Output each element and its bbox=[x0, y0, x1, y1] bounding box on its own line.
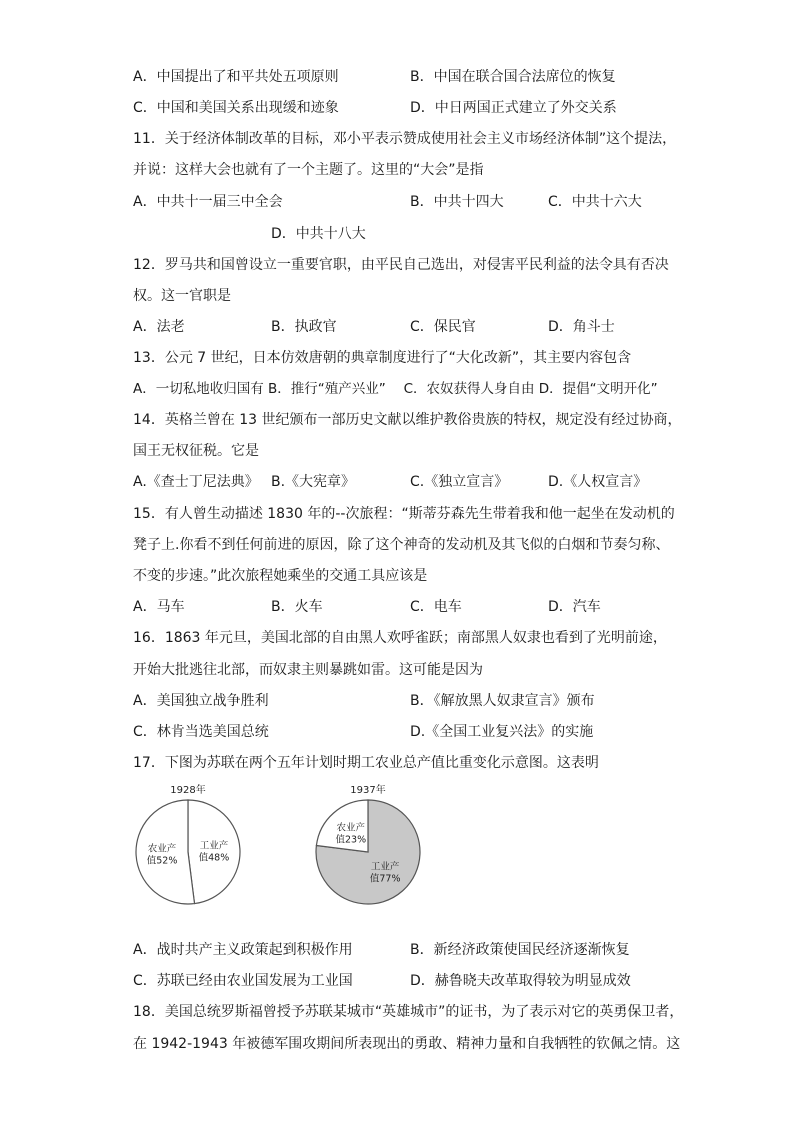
q11-option-c: C．中共十六大 bbox=[548, 194, 642, 210]
q12-stem-line-1: 12．罗马共和国曾设立一重要官职，由平民自己选出，对侵害平民利益的法令具有否决 bbox=[133, 257, 669, 273]
q17-stem: 17．下图为苏联在两个五年计划时期工农业总产值比重变化示意图。这表明 bbox=[133, 755, 599, 771]
pie-label: 值52% bbox=[146, 855, 178, 867]
q11-option-b: B．中共十四大 bbox=[410, 194, 504, 210]
q12-option-d: D．角斗士 bbox=[548, 319, 615, 335]
q14-option-c: C.《独立宣言》 bbox=[410, 474, 509, 490]
pie-title: 1928年 bbox=[170, 785, 206, 796]
q18-stem-line-2: 在 1942-1943 年被德军围攻期间所表现出的勇敢、精神力量和自我牺牲的钦佩之情。这 bbox=[133, 1036, 681, 1052]
q10-option-d: D．中日两国正式建立了外交关系 bbox=[410, 100, 617, 116]
q15-stem-line-1: 15．有人曾生动描述 1830 年的--次旅程：“斯蒂芬森先生带着我和他一起坐在发动机的 bbox=[133, 506, 675, 522]
pie-chart-1928 bbox=[128, 782, 248, 911]
q16-option-b: B．《解放黑人奴隶宣言》颁布 bbox=[410, 693, 595, 709]
q10-option-b: B．中国在联合国合法席位的恢复 bbox=[410, 69, 616, 85]
q16-option-d: D.《全国工业复兴法》的实施 bbox=[410, 724, 594, 740]
q16-option-c: C．林肯当选美国总统 bbox=[133, 724, 269, 740]
pie-title: 1937年 bbox=[350, 785, 386, 796]
q14-option-b: B.《大宪章》 bbox=[271, 474, 356, 490]
q12-option-b: B．执政官 bbox=[271, 319, 337, 335]
q16-option-a: A．美国独立战争胜利 bbox=[133, 693, 269, 709]
pie-label: 值48% bbox=[198, 852, 230, 864]
q16-stem-line-2: 开始大批逃往北部，而奴隶主则暴跳如雷。这可能是因为 bbox=[133, 662, 483, 678]
q16-stem-line-1: 16．1863 年元旦，美国北部的自由黑人欢呼雀跃；南部黑人奴隶也看到了光明前途， bbox=[133, 630, 667, 646]
q15-stem-line-3: 不变的步速。”此次旅程她乘坐的交通工具应该是 bbox=[133, 568, 428, 584]
q14-option-a: A.《查士丁尼法典》 bbox=[133, 474, 259, 490]
pie-label: 农业产 bbox=[336, 822, 366, 834]
pie-label: 工业产 bbox=[370, 861, 400, 873]
q12-option-a: A．法老 bbox=[133, 319, 185, 335]
q11-stem-line-1: 11．关于经济体制改革的目标，邓小平表示赞成使用社会主义市场经济体制”这个提法， bbox=[133, 131, 677, 147]
q12-option-c: C．保民官 bbox=[410, 319, 476, 335]
pie-chart-1937 bbox=[308, 782, 428, 911]
q10-option-a: A．中国提出了和平共处五项原则 bbox=[133, 69, 339, 85]
q17-option-b: B．新经济政策使国民经济逐渐恢复 bbox=[410, 942, 630, 958]
q13-stem: 13．公元 7 世纪，日本仿效唐朝的典章制度进行了“大化改新”，其主要内容包含 bbox=[133, 350, 632, 366]
q17-option-a: A．战时共产主义政策起到积极作用 bbox=[133, 942, 353, 958]
q18-stem-line-1: 18．美国总统罗斯福曾授予苏联某城市“英雄城市”的证书，为了表示对它的英勇保卫者， bbox=[133, 1004, 684, 1020]
pie-chart-1928-svg bbox=[128, 782, 248, 907]
q15-option-b: B．火车 bbox=[271, 599, 323, 615]
q15-option-c: C．电车 bbox=[410, 599, 462, 615]
q15-option-d: D．汽车 bbox=[548, 599, 601, 615]
q15-stem-line-2: 凳子上.你看不到任何前进的原因，除了这个神奇的发动机及其飞似的白烟和节奏匀称、 bbox=[133, 537, 670, 553]
pie-label: 农业产 bbox=[147, 843, 177, 855]
pie-label: 工业产 bbox=[199, 840, 229, 852]
q11-option-d: D．中共十八大 bbox=[271, 226, 366, 242]
q17-option-d: D．赫鲁晓夫改革取得较为明显成效 bbox=[410, 973, 631, 989]
q14-stem-line-1: 14．英格兰曾在 13 世纪颁布一部历史文献以维护教俗贵族的特权，规定没有经过协商， bbox=[133, 412, 682, 428]
q10-option-c: C．中国和美国关系出现缓和迹象 bbox=[133, 100, 339, 116]
q14-stem-line-2: 国王无权征税。它是 bbox=[133, 443, 259, 459]
q11-option-a: A．中共十一届三中全会 bbox=[133, 194, 283, 210]
q11-stem-line-2: 并说：这样大会也就有了一个主题了。这里的“大会”是指 bbox=[133, 162, 484, 178]
q14-option-d: D.《人权宣言》 bbox=[548, 474, 648, 490]
q13-options: A．一切私地收归国有 B．推行“殖产兴业” C．农奴获得人身自由 D．提倡“文明开化” bbox=[133, 381, 658, 397]
q15-option-a: A．马车 bbox=[133, 599, 185, 615]
pie-label: 值23% bbox=[335, 834, 367, 846]
pie-chart-1937-svg bbox=[308, 782, 428, 907]
pie-label: 值77% bbox=[369, 873, 401, 885]
q12-stem-line-2: 权。这一官职是 bbox=[133, 288, 231, 304]
q17-option-c: C．苏联已经由农业国发展为工业国 bbox=[133, 973, 353, 989]
